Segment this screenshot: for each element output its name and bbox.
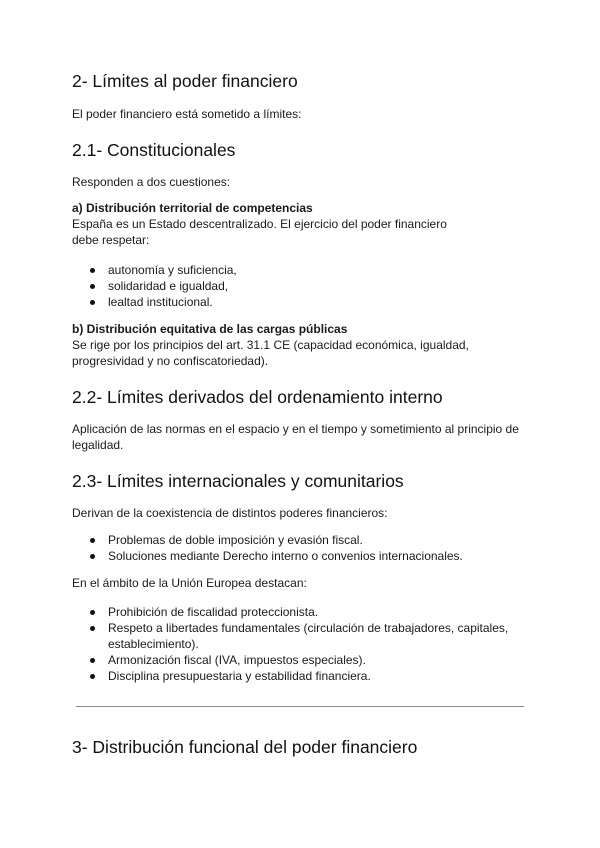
subsection-b-heading: b) Distribución equitativa de las cargas públicas	[72, 322, 348, 336]
list-item: Prohibición de fiscalidad proteccionista.	[72, 604, 522, 620]
section-2-3-list-2	[72, 604, 522, 684]
section-2-2-text: Aplicación de las normas en el espacio y en el tiempo y sometimiento al principio de legalidad.	[72, 422, 519, 452]
list-item: autonomía y suficiencia,	[72, 262, 528, 278]
list-item: Armonización fiscal (IVA, impuestos especiales).	[72, 652, 522, 668]
section-2-1-title: 2.1- Constitucionales	[72, 140, 236, 160]
list-item: Disciplina presupuestaria y estabilidad financiera.	[72, 668, 522, 684]
section-2-3-intro: Derivan de la coexistencia de distintos poderes financieros:	[72, 506, 388, 520]
section-divider	[76, 706, 524, 707]
section-2-2-title: 2.2- Límites derivados del ordenamiento interno	[72, 387, 443, 407]
subsection-b-text: Se rige por los principios del art. 31.1 CE (capacidad económica, igualdad, progresividad y no confiscatoriedad).	[72, 338, 469, 368]
list-item: Respeto a libertades fundamentales (circulación de trabajadores, capitales, establecimiento).	[72, 620, 522, 652]
list-item: Soluciones mediante Derecho interno o convenios internacionales.	[72, 548, 528, 564]
list-item: solidaridad e igualdad,	[72, 278, 528, 294]
list-item: Problemas de doble imposición y evasión fiscal.	[72, 532, 528, 548]
section-2-3-title: 2.3- Límites internacionales y comunitarios	[72, 471, 404, 491]
section-3-title: 3- Distribución funcional del poder financiero	[72, 737, 418, 757]
section-2-3-list-1	[72, 532, 528, 564]
subsection-a-heading: a) Distribución territorial de competencias	[72, 201, 313, 215]
section-2-intro: El poder financiero está sometido a límites:	[72, 107, 302, 121]
section-2-1-intro: Responden a dos cuestiones:	[72, 175, 231, 189]
subsection-a-list	[72, 262, 528, 310]
list-item: lealtad institucional.	[72, 294, 528, 310]
eu-intro: En el ámbito de la Unión Europea destacan:	[72, 576, 307, 590]
section-2-title: 2- Límites al poder financiero	[72, 71, 298, 91]
subsection-a-text: España es un Estado descentralizado. El ejercicio del poder financiero debe respetar:	[72, 217, 447, 247]
